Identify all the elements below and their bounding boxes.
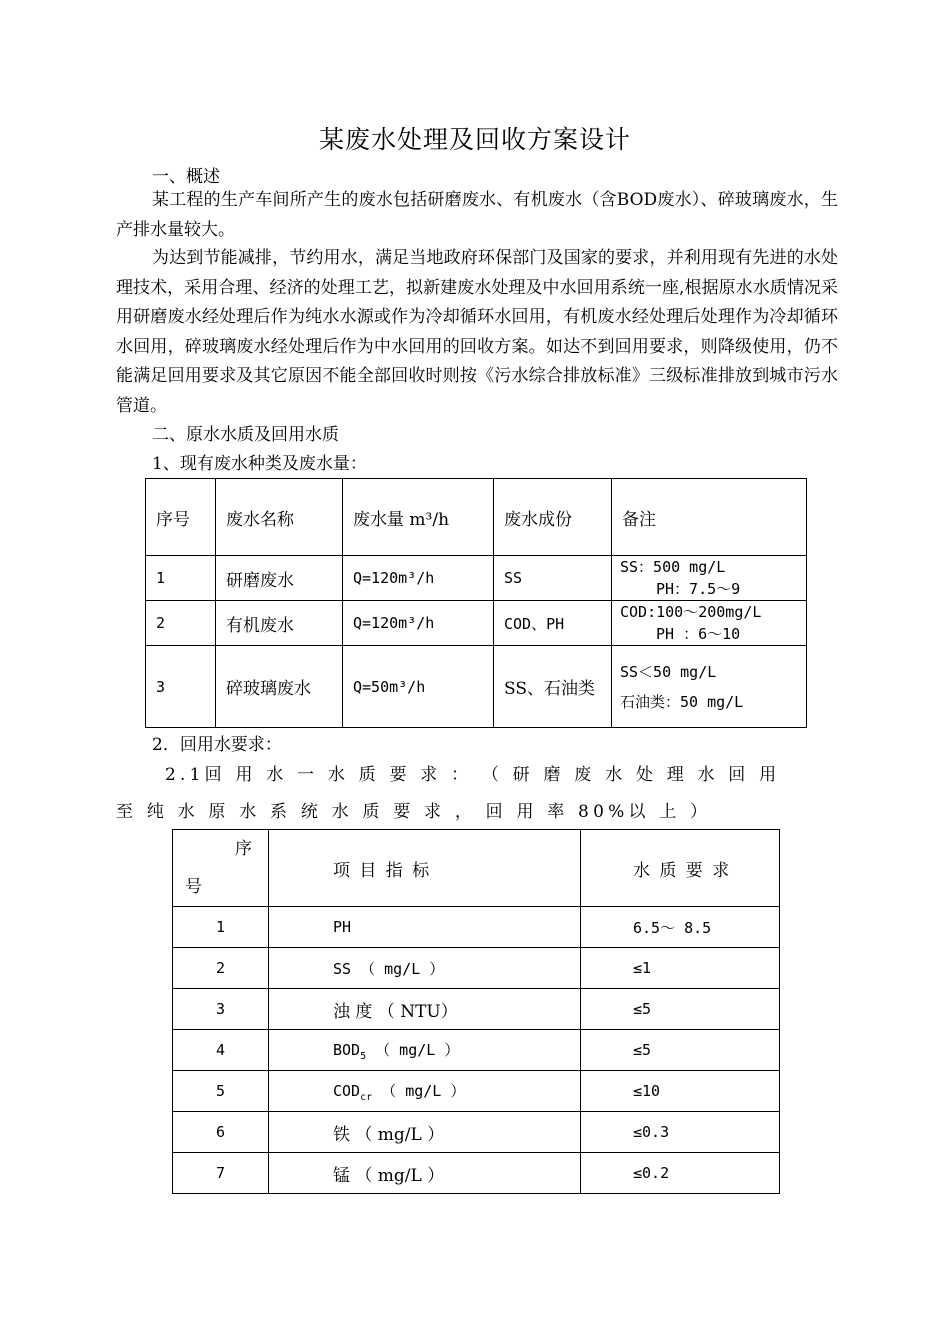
cell-name: 有机废水 [216, 601, 343, 646]
cell-item: PH [269, 907, 581, 948]
cell-requirement: ≤5 [581, 1030, 780, 1071]
cell-no: 6 [173, 1112, 269, 1153]
cell-name: 研磨废水 [216, 556, 343, 601]
header-no-bottom: 号 [185, 877, 202, 897]
header-cell: 废水名称 [216, 479, 343, 556]
paragraph-intro: 某工程的生产车间所产生的废水包括研磨废水、有机废水（含BOD废水）、碎玻璃废水，生产排水量较大。 [116, 190, 838, 240]
table-header-row [173, 830, 780, 907]
cell-flow: Q=50m³/h [343, 646, 494, 728]
table-row [173, 1030, 780, 1071]
subheading-reuse-quality-line2: 至 纯 水 原 水 系 统 水 质 要 求 ， 回 用 率 80%以 上 ） [116, 802, 712, 822]
item-subscript: 5 [360, 1050, 367, 1062]
section-heading-water-quality: 二、原水水质及回用水质 [152, 425, 339, 445]
table-row [173, 1071, 780, 1112]
cell-no: 2 [173, 948, 269, 989]
item-main: COD [333, 1081, 361, 1100]
cell-note [612, 601, 807, 646]
header-cell: 序号 [146, 479, 216, 556]
cell-no: 1 [146, 556, 216, 601]
document-title: 某废水处理及回收方案设计 [318, 125, 631, 154]
subheading-reuse-requirements: 2．回用水要求： [152, 735, 282, 755]
item-rest: （ mg/L ） [372, 1081, 466, 1100]
cell-requirement: ≤5 [581, 989, 780, 1030]
cell-no: 3 [146, 646, 216, 728]
table-row [173, 989, 780, 1030]
cell-item: 锰 （ mg/L ） [269, 1153, 581, 1194]
table-row [146, 646, 807, 728]
item-rest: （ mg/L ） [366, 1040, 460, 1059]
note-line: PH ：6～10 [656, 625, 741, 643]
header-no-top: 序 [235, 839, 252, 859]
cell-item [269, 1030, 581, 1071]
cell-flow: Q=120m³/h [343, 601, 494, 646]
note-line: SS＜50 mg/L [620, 662, 717, 681]
cell-note [612, 646, 807, 728]
header-cell: 废水成份 [494, 479, 612, 556]
cell-item: 铁 （ mg/L ） [269, 1112, 581, 1153]
cell-no: 3 [173, 989, 269, 1030]
note-line: SS：500 mg/L [620, 558, 726, 576]
table-row [173, 1153, 780, 1194]
table-header-row [146, 479, 807, 556]
table-row [173, 948, 780, 989]
cell-name: 碎玻璃废水 [216, 646, 343, 728]
header-cell: 废水量 m³/h [343, 479, 494, 556]
wastewater-table [145, 478, 807, 728]
cell-no: 7 [173, 1153, 269, 1194]
header-cell-item: 项 目 指 标 [269, 830, 581, 907]
subheading-wastewater-types: 1、现有废水种类及废水量： [152, 454, 367, 474]
section-heading-overview: 一、概述 [152, 167, 220, 187]
cell-composition: SS [494, 556, 612, 601]
cell-item: SS （ mg/L ） [269, 948, 581, 989]
cell-requirement: ≤0.3 [581, 1112, 780, 1153]
cell-composition: COD、PH [494, 601, 612, 646]
cell-requirement: 6.5～ 8.5 [581, 907, 780, 948]
table-row [146, 601, 807, 646]
header-cell-requirement: 水 质 要 求 [581, 830, 780, 907]
cell-note [612, 556, 807, 601]
header-cell: 备注 [612, 479, 807, 556]
item-subscript: cr [360, 1091, 373, 1103]
cell-requirement: ≤1 [581, 948, 780, 989]
cell-no: 2 [146, 601, 216, 646]
cell-requirement: ≤0.2 [581, 1153, 780, 1194]
note-line: PH：7.5～9 [656, 580, 741, 598]
note-line: 石油类：50 mg/L [620, 692, 744, 711]
table-row [173, 1112, 780, 1153]
cell-item: 浊 度 （ NTU） [269, 989, 581, 1030]
cell-flow: Q=120m³/h [343, 556, 494, 601]
cell-no: 5 [173, 1071, 269, 1112]
item-main: BOD [333, 1040, 361, 1059]
header-cell-no [173, 830, 269, 907]
cell-requirement: ≤10 [581, 1071, 780, 1112]
subheading-reuse-quality-line1: 2.1回 用 水 一 水 质 要 求 ： （ 研 磨 废 水 处 理 水 回 用 [165, 765, 781, 785]
reuse-quality-table [172, 829, 780, 1194]
table-row [173, 907, 780, 948]
note-line: COD:100～200mg/L [620, 603, 762, 621]
paragraph-plan: 为达到节能减排，节约用水，满足当地政府环保部门及国家的要求，并利用现有先进的水处理技术，采用合理、经济的处理工艺，拟新建废水处理及中水回用系统一座,根据原水水质情况采用研磨废水经处理后作为纯水水源或作为冷却循环水回用，有机废水经处理后处理作为冷却循环水回用，碎玻璃废水经处理后作为中水回用的回收方案。如达不到回用要求，则降级使用，仍不能满足回用要求及其它原因不能全部回收时则按《污水综合排放标准》三级标准排放到城市污水管道。 [116, 248, 838, 416]
cell-no: 1 [173, 907, 269, 948]
cell-no: 4 [173, 1030, 269, 1071]
cell-item [269, 1071, 581, 1112]
table-row [146, 556, 807, 601]
cell-composition: SS、石油类 [494, 646, 612, 728]
